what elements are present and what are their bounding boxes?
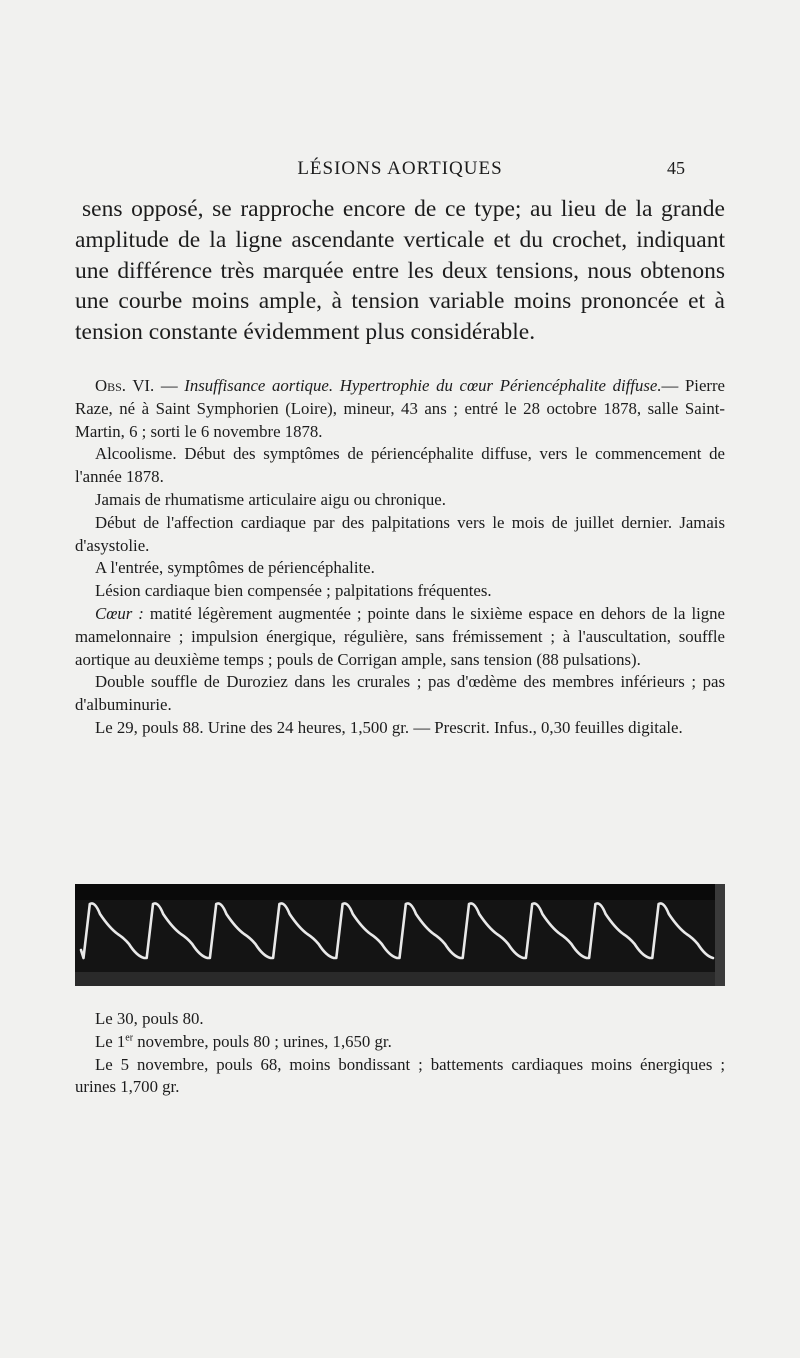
coeur-label: Cœur : xyxy=(95,603,144,623)
observation-label: Obs. VI. xyxy=(95,376,155,395)
observation-paragraph: Jamais de rhumatisme articulaire aigu ou chronique. xyxy=(95,489,446,509)
observation-paragraph: Lésion cardiaque bien compensée ; palpitations fréquentes. xyxy=(95,581,492,601)
observation-paragraph: Alcoolisme. Début des symptômes de périencéphalite diffuse, vers le commencement de l'année 1878. xyxy=(75,444,725,487)
observation-block xyxy=(75,375,725,740)
coeur-paragraph xyxy=(75,603,725,671)
observation-paragraph: Double souffle de Duroziez dans les crurales ; pas d'œdème des membres inférieurs ; pas d'albuminurie. xyxy=(75,672,725,715)
sphygmogram-right-edge xyxy=(715,884,725,986)
intro-paragraph: sens opposé, se rapproche encore de ce type; au lieu de la grande amplitude de la ligne ascendante verticale et du crochet, indiquant une différence très marquée entre les deux tensions, nous obtenons une courbe moins ample, à tension variable moins prononcée et à tension constante évidemment plus considérable. xyxy=(75,196,725,346)
sphygmogram-figure xyxy=(75,884,725,986)
followup-paragraph: Le 5 novembre, pouls 68, moins bondissant ; battements cardiaques moins énergiques ; urines 1,700 gr. xyxy=(75,1054,725,1097)
running-title: LÉSIONS AORTIQUES xyxy=(297,158,503,179)
ordinal-superscript: er xyxy=(125,1032,134,1044)
followup-date-prefix: Le 1 xyxy=(95,1031,126,1051)
followup-paragraph xyxy=(75,1031,725,1054)
observation-dash: — xyxy=(154,376,185,395)
sphygmogram-bottom-band xyxy=(75,972,725,986)
intro-paragraph-block xyxy=(75,194,725,348)
followup-paragraph: Le 30, pouls 80. xyxy=(95,1009,204,1028)
running-head xyxy=(0,158,800,182)
observation-paragraph: Début de l'affection cardiaque par des palpitations vers le mois de juillet dernier. Jamais d'asystolie. xyxy=(75,512,725,555)
observation-paragraph: Le 29, pouls 88. Urine des 24 heures, 1,500 gr. — Prescrit. Infus., 0,30 feuilles digitale. xyxy=(95,717,683,737)
observation-patient-details: — Pierre Raze, né à Saint Symphorien (Loire), mineur, 43 ans ; entré le 28 octobre 1878, salle Saint-Martin, 6 ; sorti le 6 novembre 1878. xyxy=(75,376,726,441)
followup-text: novembre, pouls 80 ; urines, 1,650 gr. xyxy=(133,1031,392,1051)
observation-paragraph: A l'entrée, symptômes de périencéphalite. xyxy=(95,558,375,578)
sphygmogram-top-band xyxy=(75,884,725,900)
observation-heading xyxy=(75,375,725,443)
observation-title: Insuffisance aortique. Hypertrophie du cœur Périencéphalite diffuse. xyxy=(184,376,662,395)
followup-block xyxy=(75,1008,725,1099)
pulse-trace-icon xyxy=(75,884,725,986)
page-number: 45 xyxy=(667,158,685,178)
coeur-text: matité légèrement augmentée ; pointe dans le sixième espace en dehors de la ligne mamelonnaire ; impulsion énergique, régulière, sans frémissement ; à l'auscultation, souffle aortique au deuxième temps ; pouls de Corrigan ample, sans tension (88 pulsations). xyxy=(75,603,725,669)
